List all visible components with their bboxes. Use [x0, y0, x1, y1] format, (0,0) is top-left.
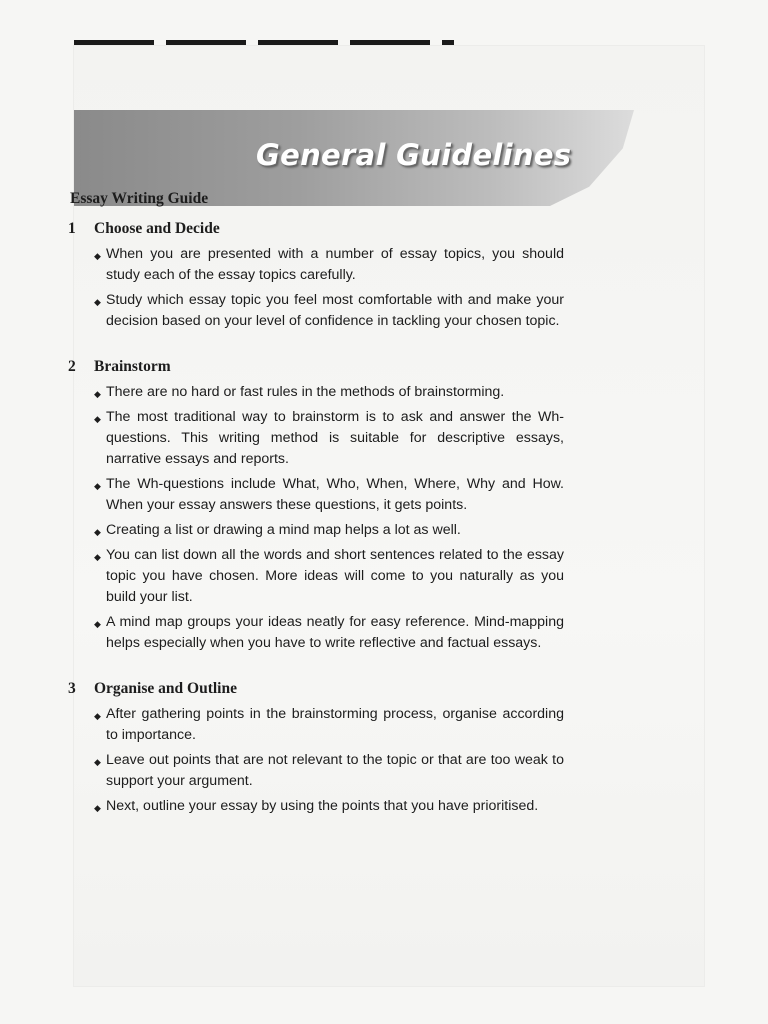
section-heading [64, 356, 564, 378]
section-heading-text: Brainstorm [94, 358, 171, 375]
section-heading [64, 678, 564, 700]
bullet-list [64, 382, 564, 654]
page-content [64, 188, 564, 827]
diamond-bullet-icon: ◆ [94, 803, 101, 813]
list-item: ◆ There are no hard or fast rules in the methods of brainstorming. [94, 382, 564, 403]
diamond-bullet-icon: ◆ [94, 251, 101, 261]
diamond-bullet-icon: ◆ [94, 711, 101, 721]
section-number: 2 [68, 358, 76, 375]
diamond-bullet-icon: ◆ [94, 757, 101, 767]
bullet-list [64, 704, 564, 817]
page-title: General Guidelines [256, 138, 572, 172]
list-item: ◆ Leave out points that are not relevant to the topic or that are too weak to support your argument. [94, 752, 564, 789]
list-item: ◆ After gathering points in the brainstorming process, organise according to importance. [94, 706, 564, 743]
section-heading-text: Choose and Decide [94, 220, 220, 237]
diamond-bullet-icon: ◆ [94, 619, 101, 629]
list-item: ◆ The Wh-questions include What, Who, When, Where, Why and How. When your essay answers these questions, it gets points. [94, 476, 564, 513]
diamond-bullet-icon: ◆ [94, 527, 101, 537]
list-item: ◆ Next, outline your essay by using the points that you have prioritised. [94, 796, 564, 817]
list-item: ◆ You can list down all the words and short sentences related to the essay topic you have chosen. More ideas will come to you naturally as you build your list. [94, 547, 564, 605]
bullet-list [64, 244, 564, 332]
diamond-bullet-icon: ◆ [94, 297, 101, 307]
list-item: ◆ When you are presented with a number of essay topics, you should study each of the essay topics carefully. [94, 246, 564, 283]
diamond-bullet-icon: ◆ [94, 481, 101, 491]
section-heading [64, 218, 564, 240]
diamond-bullet-icon: ◆ [94, 552, 101, 562]
section-organise-and-outline [64, 678, 564, 817]
list-item: ◆ The most traditional way to brainstorm is to ask and answer the Wh-questions. This writing method is suitable for descriptive essays, narrative essays and reports. [94, 409, 564, 467]
section-choose-and-decide [64, 218, 564, 332]
section-number: 1 [68, 220, 76, 237]
list-item: ◆ Study which essay topic you feel most comfortable with and make your decision based on your level of confidence in tackling your chosen topic. [94, 292, 564, 329]
guide-title: Essay Writing Guide [70, 190, 209, 207]
diamond-bullet-icon: ◆ [94, 414, 101, 424]
section-number: 3 [68, 680, 76, 697]
section-heading-text: Organise and Outline [94, 680, 237, 697]
section-brainstorm [64, 356, 564, 654]
list-item: ◆ A mind map groups your ideas neatly for easy reference. Mind-mapping helps especially when you have to write reflective and factual essays. [94, 614, 564, 651]
list-item: ◆ Creating a list or drawing a mind map helps a lot as well. [94, 520, 564, 541]
diamond-bullet-icon: ◆ [94, 389, 101, 399]
